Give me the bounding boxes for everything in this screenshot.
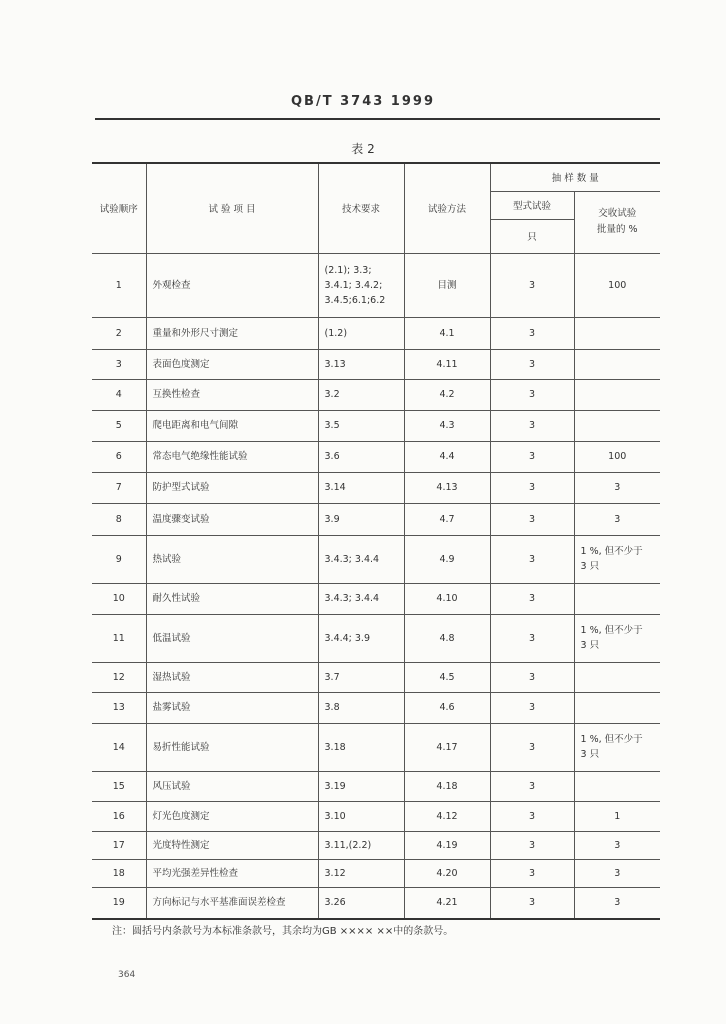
table-row (92, 831, 660, 859)
row-method: 4.21 (404, 887, 490, 919)
row-req: 3.18 (318, 723, 404, 771)
table-row (92, 583, 660, 614)
row-method: 目测 (404, 253, 490, 317)
row-type-test: 3 (490, 859, 574, 887)
row-type-test: 3 (490, 831, 574, 859)
row-method: 4.5 (404, 662, 490, 692)
row-method: 4.2 (404, 379, 490, 410)
table-row (92, 859, 660, 887)
table-row (92, 410, 660, 441)
row-seq: 17 (92, 831, 146, 859)
row-method: 4.18 (404, 771, 490, 801)
table-title: 表 2 (351, 142, 375, 156)
table-row (92, 317, 660, 349)
row-seq: 1 (92, 253, 146, 317)
row-accept: 3 (574, 887, 660, 919)
row-req: (2.1); 3.3; 3.4.1; 3.4.2; 3.4.5;6.1;6.2 (318, 253, 404, 317)
row-method: 4.6 (404, 692, 490, 723)
row-type-test: 3 (490, 535, 574, 583)
row-accept (574, 771, 660, 801)
row-req: 3.11,(2.2) (318, 831, 404, 859)
row-seq: 3 (92, 349, 146, 379)
table-header (92, 163, 660, 253)
row-req: 3.4.3; 3.4.4 (318, 583, 404, 614)
row-seq: 16 (92, 801, 146, 831)
row-accept: 3 (574, 472, 660, 503)
table-row (92, 692, 660, 723)
row-accept: 3 (574, 859, 660, 887)
row-item: 耐久性试验 (146, 583, 318, 614)
row-seq: 10 (92, 583, 146, 614)
row-accept (574, 692, 660, 723)
table-row (92, 441, 660, 472)
table-row (92, 379, 660, 410)
row-type-test: 3 (490, 472, 574, 503)
row-accept (574, 317, 660, 349)
row-type-test: 3 (490, 503, 574, 535)
row-item: 重量和外形尺寸测定 (146, 317, 318, 349)
row-item: 防护型式试验 (146, 472, 318, 503)
row-method: 4.7 (404, 503, 490, 535)
table-row (92, 771, 660, 801)
table-row (92, 253, 660, 317)
row-accept (574, 583, 660, 614)
header-method: 试验方法 (404, 163, 490, 253)
row-item: 光度特性测定 (146, 831, 318, 859)
table-row (92, 614, 660, 662)
row-seq: 7 (92, 472, 146, 503)
row-req: (1.2) (318, 317, 404, 349)
table-row (92, 662, 660, 692)
row-item: 易折性能试验 (146, 723, 318, 771)
row-item: 风压试验 (146, 771, 318, 801)
row-type-test: 3 (490, 662, 574, 692)
row-method: 4.9 (404, 535, 490, 583)
row-seq: 9 (92, 535, 146, 583)
table-row (92, 801, 660, 831)
row-req: 3.19 (318, 771, 404, 801)
row-seq: 18 (92, 859, 146, 887)
row-seq: 11 (92, 614, 146, 662)
row-item: 表面色度测定 (146, 349, 318, 379)
row-seq: 4 (92, 379, 146, 410)
row-item: 平均光强差异性检查 (146, 859, 318, 887)
row-type-test: 3 (490, 379, 574, 410)
row-seq: 13 (92, 692, 146, 723)
row-seq: 8 (92, 503, 146, 535)
row-accept: 100 (574, 253, 660, 317)
row-method: 4.3 (404, 410, 490, 441)
row-type-test: 3 (490, 887, 574, 919)
row-req: 3.26 (318, 887, 404, 919)
row-accept: 1 %, 但不少于 3 只 (574, 614, 660, 662)
row-seq: 15 (92, 771, 146, 801)
row-type-test: 3 (490, 723, 574, 771)
row-type-test: 3 (490, 410, 574, 441)
row-item: 盐雾试验 (146, 692, 318, 723)
header-sampling: 抽 样 数 量 (490, 163, 660, 191)
row-item: 温度骤变试验 (146, 503, 318, 535)
row-accept: 1 (574, 801, 660, 831)
row-accept: 1 %, 但不少于 3 只 (574, 723, 660, 771)
row-method: 4.12 (404, 801, 490, 831)
row-accept (574, 662, 660, 692)
row-type-test: 3 (490, 614, 574, 662)
row-accept: 3 (574, 831, 660, 859)
row-accept: 3 (574, 503, 660, 535)
row-seq: 2 (92, 317, 146, 349)
header-type-test: 型式试验 (490, 191, 574, 219)
row-type-test: 3 (490, 692, 574, 723)
header-accept: 交收试验 批量的 % (574, 191, 660, 253)
header-req: 技术要求 (318, 163, 404, 253)
table-note: 注：圆括号内条款号为本标准条款号，其余均为GB ×××× ××中的条款号。 (112, 926, 454, 937)
row-type-test: 3 (490, 583, 574, 614)
test-table (92, 162, 660, 920)
row-accept (574, 349, 660, 379)
row-type-test: 3 (490, 349, 574, 379)
table-row (92, 472, 660, 503)
row-req: 3.8 (318, 692, 404, 723)
row-item: 外观检查 (146, 253, 318, 317)
page-number: 364 (118, 970, 136, 980)
row-method: 4.4 (404, 441, 490, 472)
row-type-test: 3 (490, 771, 574, 801)
row-req: 3.6 (318, 441, 404, 472)
table-body (92, 253, 660, 919)
row-seq: 14 (92, 723, 146, 771)
row-method: 4.10 (404, 583, 490, 614)
row-req: 3.13 (318, 349, 404, 379)
row-accept: 100 (574, 441, 660, 472)
header-item: 试 验 项 目 (146, 163, 318, 253)
row-method: 4.13 (404, 472, 490, 503)
row-item: 方向标记与水平基准面误差检查 (146, 887, 318, 919)
header-seq: 试验顺序 (92, 163, 146, 253)
row-item: 互换性检查 (146, 379, 318, 410)
row-method: 4.19 (404, 831, 490, 859)
row-req: 3.2 (318, 379, 404, 410)
row-accept (574, 379, 660, 410)
row-req: 3.10 (318, 801, 404, 831)
table-row (92, 535, 660, 583)
row-seq: 6 (92, 441, 146, 472)
row-seq: 5 (92, 410, 146, 441)
row-seq: 12 (92, 662, 146, 692)
row-method: 4.17 (404, 723, 490, 771)
row-type-test: 3 (490, 441, 574, 472)
row-req: 3.7 (318, 662, 404, 692)
row-method: 4.11 (404, 349, 490, 379)
row-method: 4.8 (404, 614, 490, 662)
row-method: 4.20 (404, 859, 490, 887)
row-item: 热试验 (146, 535, 318, 583)
row-accept: 1 %, 但不少于 3 只 (574, 535, 660, 583)
table-row (92, 503, 660, 535)
header-rule (95, 118, 660, 120)
table-row (92, 349, 660, 379)
row-type-test: 3 (490, 801, 574, 831)
row-item: 爬电距离和电气间隙 (146, 410, 318, 441)
row-accept (574, 410, 660, 441)
document-code: QB/T 3743 1999 (291, 94, 435, 109)
table-row (92, 887, 660, 919)
row-item: 常态电气绝缘性能试验 (146, 441, 318, 472)
row-item: 灯光色度测定 (146, 801, 318, 831)
header-type-unit: 只 (490, 219, 574, 253)
row-type-test: 3 (490, 317, 574, 349)
row-req: 3.4.3; 3.4.4 (318, 535, 404, 583)
row-req: 3.14 (318, 472, 404, 503)
row-method: 4.1 (404, 317, 490, 349)
row-req: 3.12 (318, 859, 404, 887)
row-seq: 19 (92, 887, 146, 919)
row-type-test: 3 (490, 253, 574, 317)
row-req: 3.9 (318, 503, 404, 535)
row-req: 3.4.4; 3.9 (318, 614, 404, 662)
row-item: 低温试验 (146, 614, 318, 662)
table-row (92, 723, 660, 771)
row-req: 3.5 (318, 410, 404, 441)
row-item: 湿热试验 (146, 662, 318, 692)
